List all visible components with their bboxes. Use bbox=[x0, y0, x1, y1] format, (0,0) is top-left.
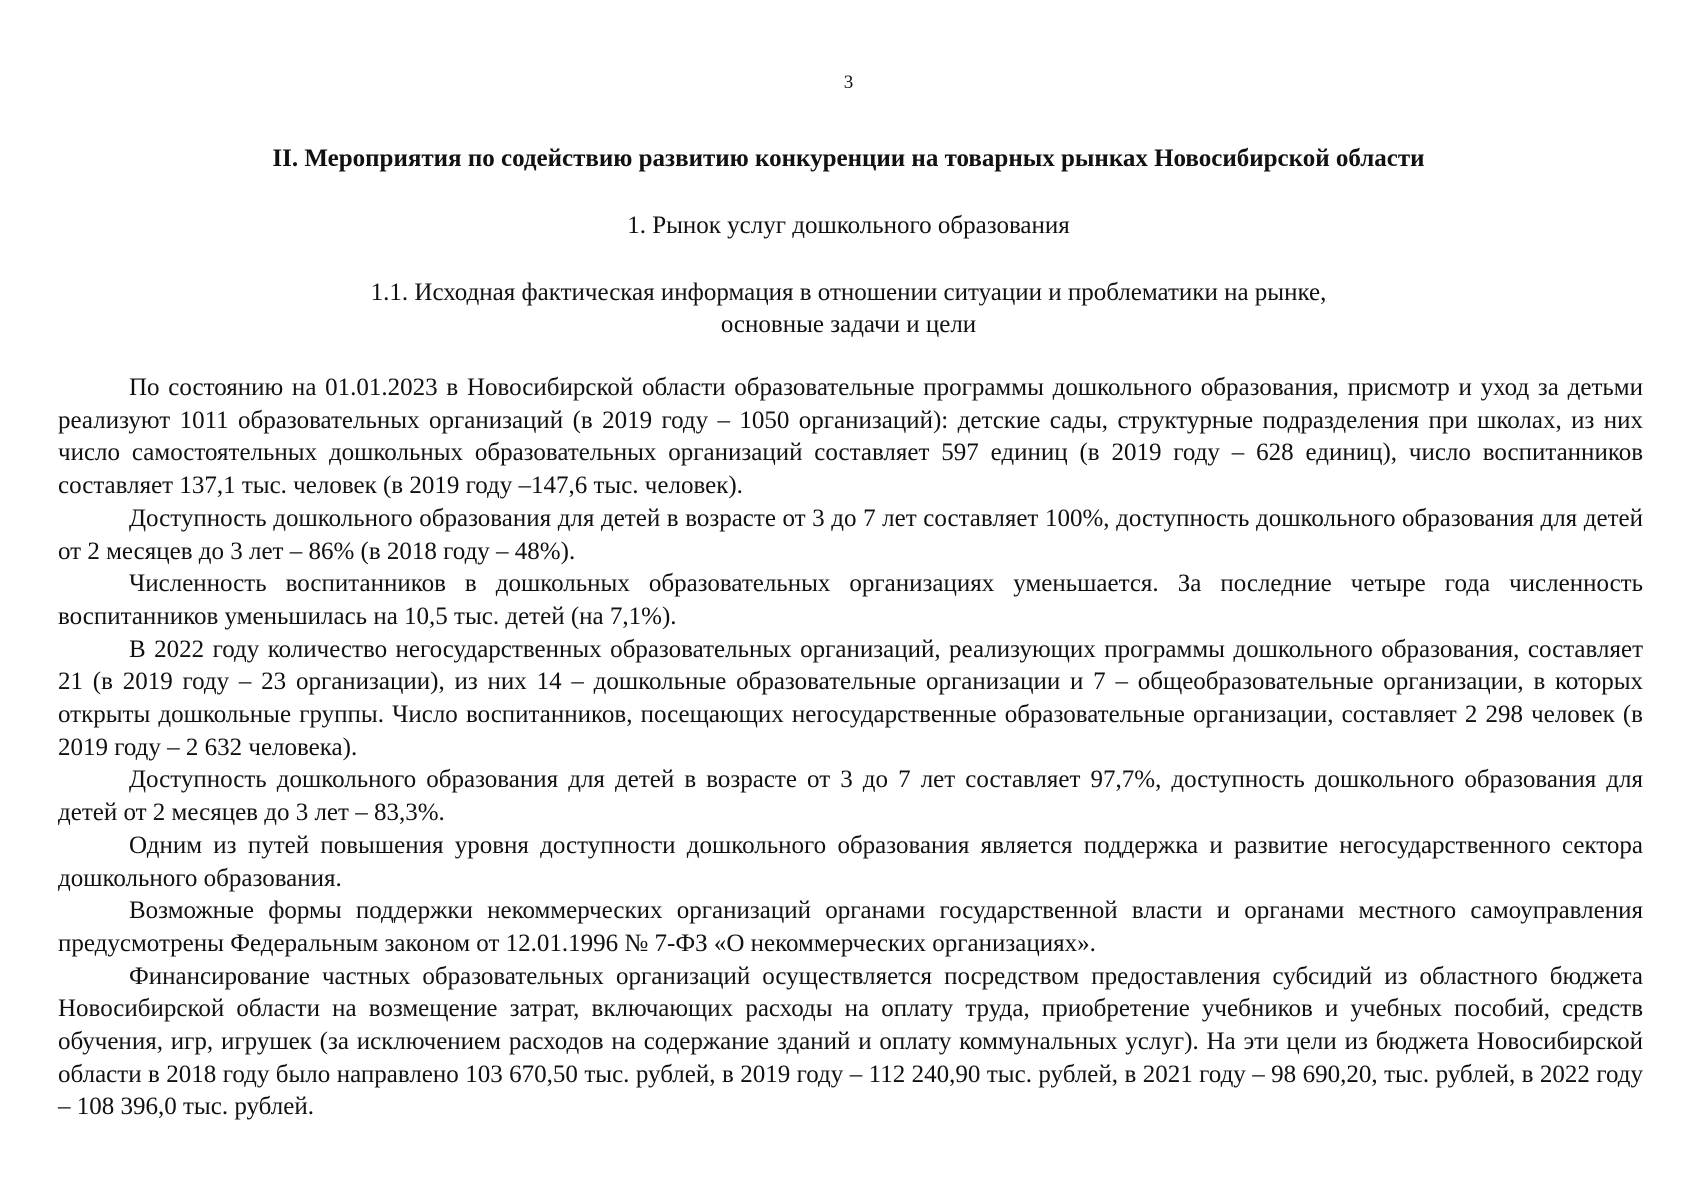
sub-subsection-title-line-1: 1.1. Исходная фактическая информация в отношении ситуации и проблематики на рынке, bbox=[370, 279, 1327, 306]
paragraph-1: По состоянию на 01.01.2023 в Новосибирской области образовательные программы дошкольного образования, присмотр и уход за детьми реализуют 1011 образовательных организаций (в 2019 году – 1050 организаций): детские сады, структурные подразделения при школах, из них число самостоятельных дошкольных образовательных организаций составляет 597 единиц (в 2019 году – 628 единиц), число воспитанников составляет 137,1 тыс. человек (в 2019 году –147,6 тыс. человек). bbox=[58, 374, 1643, 500]
paragraph-7: Возможные формы поддержки некоммерческих организаций органами государственной власти и органами местного самоуправления предусмотрены Федеральным законом от 12.01.1996 № 7-ФЗ «О некоммерческих организациях». bbox=[58, 897, 1643, 957]
body-text bbox=[58, 372, 1643, 1124]
paragraph-6: Одним из путей повышения уровня доступности дошкольного образования является поддержка и развитие негосударственного сектора дошкольного образования. bbox=[58, 831, 1643, 892]
paragraph-4: В 2022 году количество негосударственных образовательных организаций, реализующих программы дошкольного образования, составляет 21 (в 2019 году – 23 организации), из них 14 – дошкольные образовательные организации и 7 – общеобразовательные организации, в которых открыты дошкольные группы. Число воспитанников, посещающих негосударственные образовательные организации, составляет 2 298 человек (в 2019 году – 2 632 человека). bbox=[58, 635, 1643, 761]
subsection-title: 1. Рынок услуг дошкольного образования bbox=[627, 212, 1070, 239]
sub-subsection-title bbox=[0, 277, 1697, 341]
paragraph-2: Доступность дошкольного образования для детей в возрасте от 3 до 7 лет составляет 100%, доступность дошкольного образования для детей от 2 месяцев до 3 лет – 86% (в 2018 году – 48%). bbox=[58, 504, 1643, 565]
paragraph-5: Доступность дошкольного образования для детей в возрасте от 3 до 7 лет составляет 97,7%, доступность дошкольного образования для детей от 2 месяцев до 3 лет – 83,3%. bbox=[58, 766, 1643, 827]
page-number: 3 bbox=[843, 72, 854, 93]
section-title: II. Мероприятия по содействию развитию конкуренции на товарных рынках Новосибирской области bbox=[272, 145, 1425, 172]
paragraph-3: Численность воспитанников в дошкольных образовательных организациях уменьшается. За последние четыре года численность воспитанников уменьшилась на 10,5 тыс. детей (на 7,1%). bbox=[58, 570, 1643, 630]
sub-subsection-title-line-2: основные задачи и цели bbox=[720, 311, 977, 338]
paragraph-8: Финансирование частных образовательных организаций осуществляется посредством предоставления субсидий из областного бюджета Новосибирской области на возмещение затрат, включающих расходы на оплату труда, приобретение учебников и учебных пособий, средств обучения, игр, игрушек (за исключением расходов на содержание зданий и оплату коммунальных услуг). На эти цели из бюджета Новосибирской области в 2018 году было направлено 103 670,50 тыс. рублей, в 2019 году – 112 240,90 тыс. рублей, в 2021 году – 98 690,20, тыс. рублей, в 2022 году – 108 396,0 тыс. рублей. bbox=[58, 962, 1643, 1121]
